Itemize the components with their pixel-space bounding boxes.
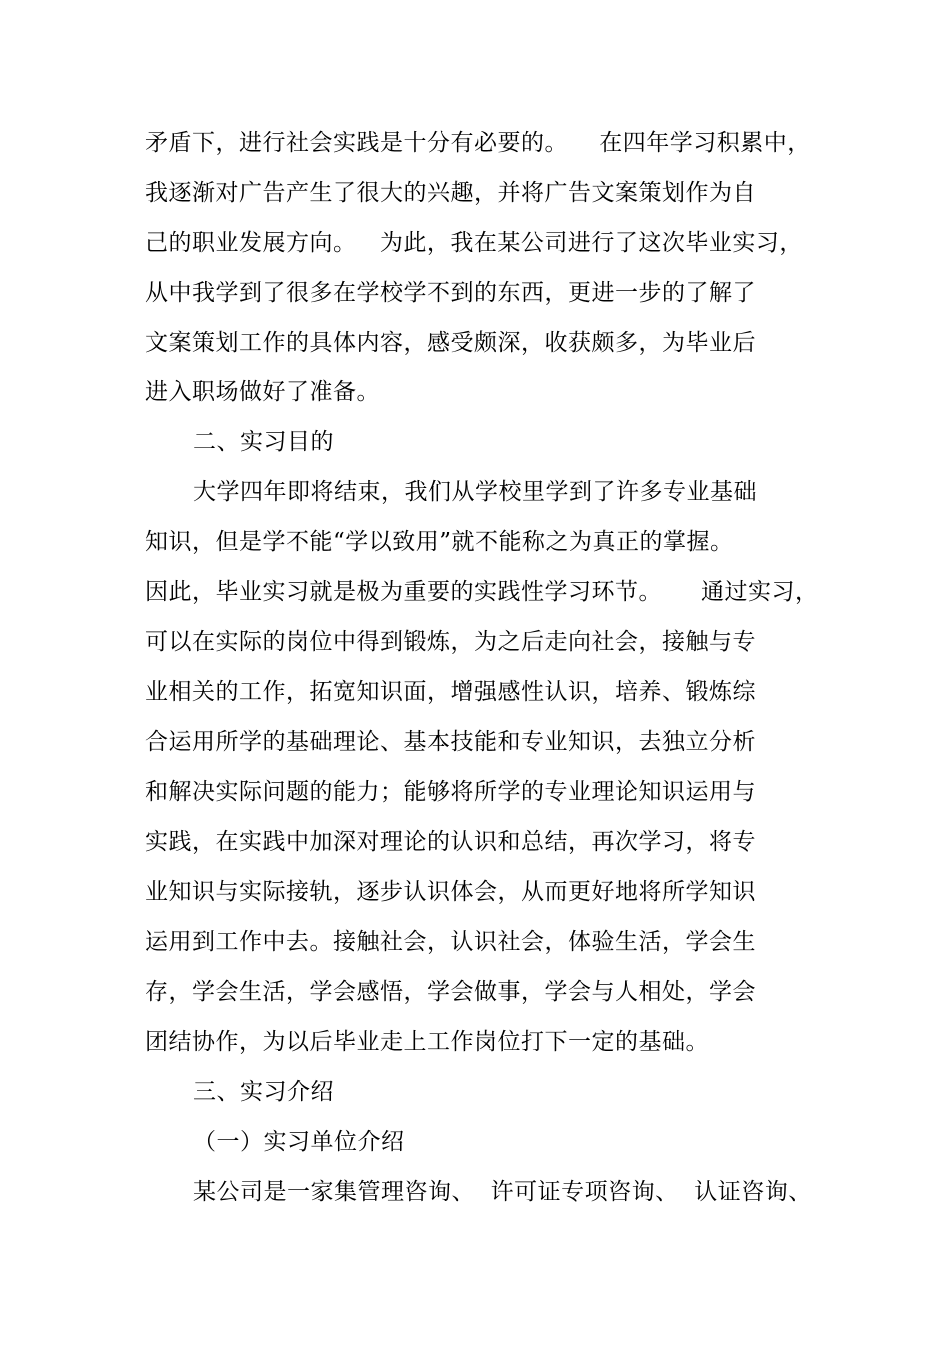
body-text-line: 我逐渐对广告产生了很大的兴趣，并将广告文案策划作为自 (145, 180, 756, 206)
body-text-line: 知识，但是学不能“学以致用”就不能称之为真正的掌握。 (145, 529, 734, 555)
subsection-heading: （一）实习单位介绍 (193, 1129, 405, 1155)
body-text-line: 从中我学到了很多在学校学不到的东西，更进一步的了解了 (145, 280, 756, 306)
body-text-line: 存，学会生活，学会感悟，学会做事，学会与人相处，学会 (145, 979, 756, 1005)
body-text-line: 和解决实际问题的能力；能够将所学的专业理论知识运用与 (145, 779, 756, 805)
body-text-line: 实践，在实践中加深对理论的认识和总结，再次学习，将专 (145, 829, 756, 855)
body-text-line: 己的职业发展方向。 为此，我在某公司进行了这次毕业实习， (145, 230, 803, 256)
body-text-line: 可以在实际的岗位中得到锻炼，为之后走向社会，接触与专 (145, 629, 756, 655)
body-text-line: 大学四年即将结束，我们从学校里学到了许多专业基础 (193, 479, 757, 505)
body-text-line: 进入职场做好了准备。 (145, 379, 380, 405)
section-heading: 三、实习介绍 (193, 1079, 334, 1105)
body-text-line: 团结协作，为以后毕业走上工作岗位打下一定的基础。 (145, 1029, 709, 1055)
body-text-line: 运用到工作中去。接触社会，认识社会，体验生活，学会生 (145, 929, 756, 955)
body-text-line: 因此，毕业实习就是极为重要的实践性学习环节。 通过实习， (145, 579, 819, 605)
section-heading: 二、实习目的 (193, 429, 334, 455)
body-text-line: 文案策划工作的具体内容，感受颇深，收获颇多，为毕业后 (145, 330, 756, 356)
body-text-line: 合运用所学的基础理论、基本技能和专业知识，去独立分析 (145, 729, 756, 755)
body-text-line: 矛盾下，进行社会实践是十分有必要的。 在四年学习积累中， (145, 130, 811, 156)
body-text-line: 业相关的工作，拓宽知识面，增强感性认识，培养、锻炼综 (145, 679, 756, 705)
body-text-line: 业知识与实际接轨，逐步认识体会，从而更好地将所学知识 (145, 879, 756, 905)
body-text-line: 某公司是一家集管理咨询、 许可证专项咨询、 认证咨询、 (193, 1179, 812, 1205)
